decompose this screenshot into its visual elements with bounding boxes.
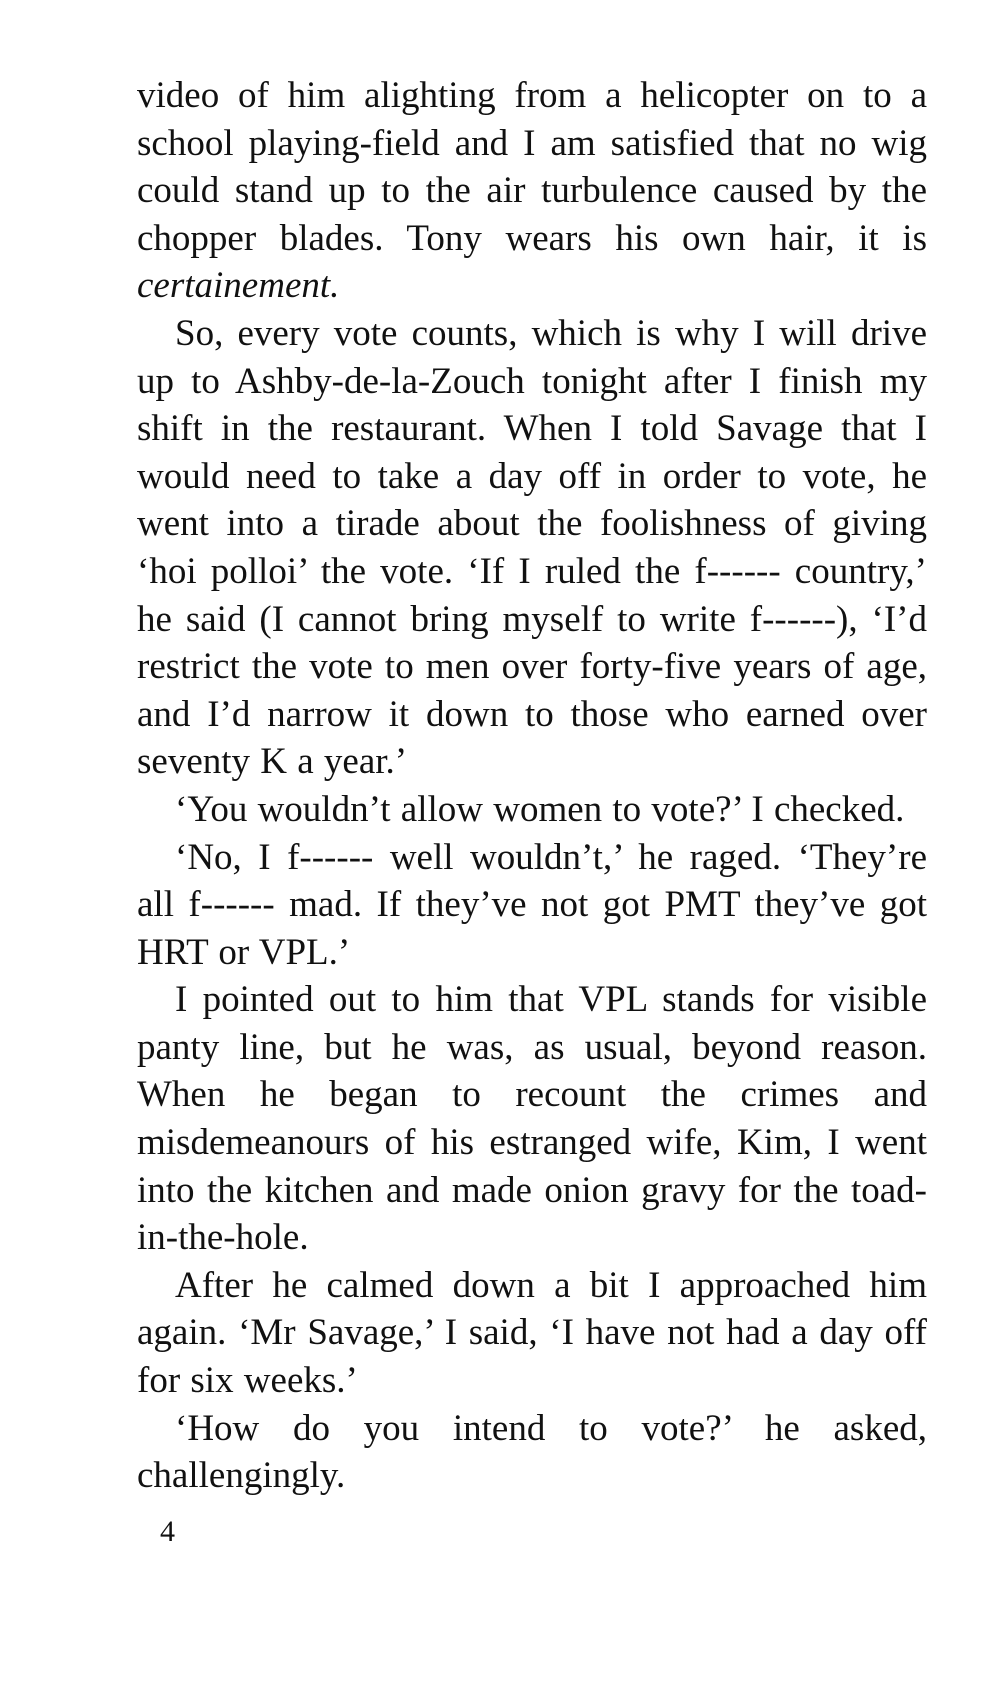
body-text xyxy=(137,72,927,1500)
paragraph-5: I pointed out to him that VPL stands for visible panty line, but he was, as usual, beyond reason. When he began to recount the crimes and misdemeanours of his estranged wife, Kim, I went into the kitchen and made onion gravy for the toad-in-the-hole. xyxy=(137,979,927,1259)
paragraph-4: ‘No, I f------ well wouldn’t,’ he raged. ‘They’re all f------ mad. If they’ve not got PMT they’ve got HRT or VPL.’ xyxy=(137,836,927,973)
paragraph-6: After he calmed down a bit I approached him again. ‘Mr Savage,’ I said, ‘I have not had a day off for six weeks.’ xyxy=(137,1264,927,1402)
paragraph-1 xyxy=(137,72,927,310)
page-number: 4 xyxy=(160,1515,175,1548)
paragraph-2: So, every vote counts, which is why I will drive up to Ashby-de-la-Zouch tonight after I finish my shift in the restaurant. When I told Savage that I would need to take a day off in order to vote, he went into a tirade about the foolishness of giving ‘hoi polloi’ the vote. ‘If I ruled the f------ country,’ he said (I cannot bring myself to write f------), ‘I’d restrict the vote to men over forty-five years of age, and I’d narrow it down to those who earned over seventy K a year.’ xyxy=(137,312,927,783)
paragraph-7: ‘How do you intend to vote?’ he asked, challengingly. xyxy=(137,1407,927,1497)
paragraph-1-italic-word: certainement. xyxy=(137,265,340,307)
paragraph-3: ‘You wouldn’t allow women to vote?’ I checked. xyxy=(175,788,905,830)
paragraph-1-text: video of him alighting from a helicopter on to a school playing-field and I am satisfied that no wig could stand up to the air turbulence caused by the chopper blades. Tony wears his own hair, it is xyxy=(137,75,927,259)
